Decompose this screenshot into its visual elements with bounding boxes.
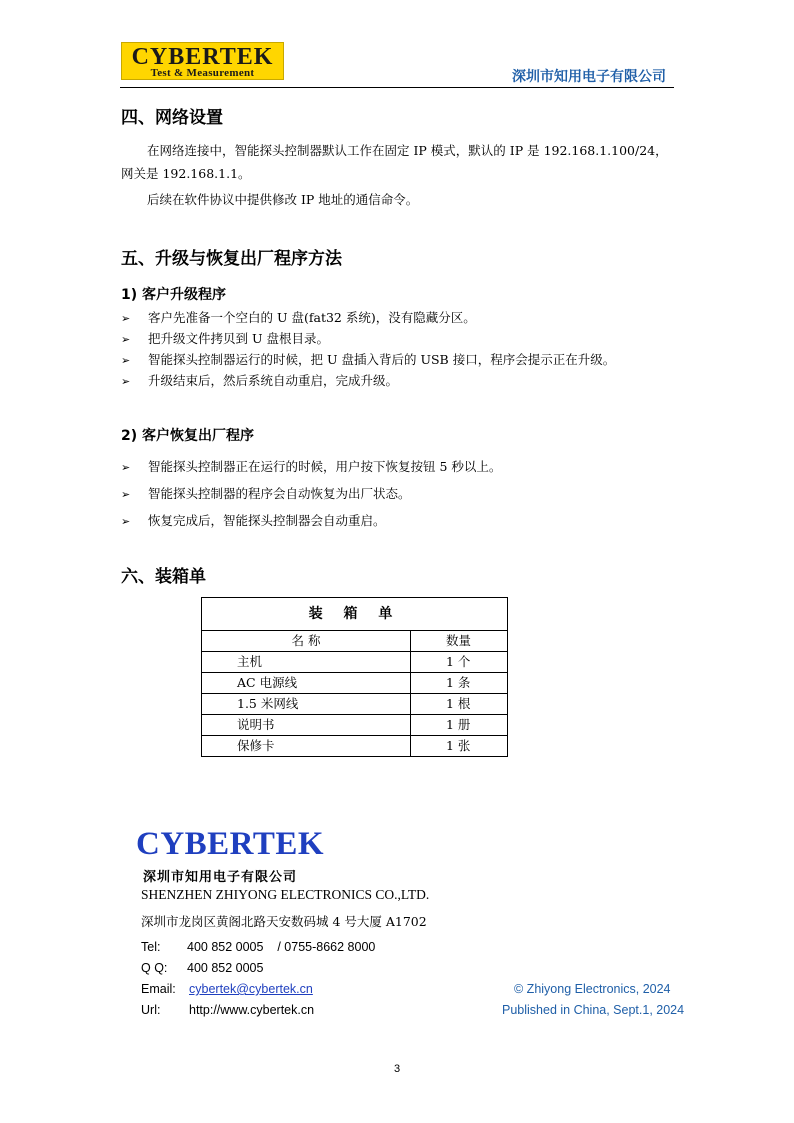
section-4-para1-line1: 在网络连接中，智能探头控制器默认工作在固定 IP 模式，默认的 IP 是 192.168.1.100/24， [147,143,668,158]
item-name: 1.5 米网线 [202,694,411,715]
table-row [202,694,508,715]
url-label: Url: [141,1003,161,1017]
section-6-title: 六、装箱单 [121,567,206,587]
list-item-text: 升级结束后，然后系统自动重启，完成升级。 [148,373,399,388]
qq-value: 400 852 0005 [187,961,264,975]
page-number: 3 [393,1063,401,1075]
list-item-text: 智能探头控制器运行的时候，把 U 盘插入背后的 USB 接口，程序会提示正在升级。 [148,352,616,367]
table-row [202,673,508,694]
list-item-text: 客户先准备一个空白的 U 盘(fat32 系统)，没有隐藏分区。 [148,310,476,325]
arrow-bullet-icon: ➢ [121,488,131,501]
list-item [121,352,615,369]
section-4-para2: 后续在软件协议中提供修改 IP 地址的通信命令。 [147,192,419,207]
logo-sub-text: Test & Measurement [150,67,255,79]
item-quantity: 1 条 [411,673,508,694]
table-header-row [202,631,508,652]
item-quantity: 1 册 [411,715,508,736]
item-name: 说明书 [202,715,411,736]
header-logo [121,42,284,80]
table-title: 装 箱 单 [202,598,508,631]
item-quantity: 1 根 [411,694,508,715]
table-row [202,715,508,736]
list-item [121,331,329,348]
list-item [121,459,501,476]
list-item [121,486,411,503]
table-row [202,736,508,757]
arrow-bullet-icon: ➢ [121,461,131,474]
list-item [121,373,398,390]
header-name: 名 称 [202,631,411,652]
logo-main-text: CYBERTEK [131,44,274,70]
list-item-text: 把升级文件拷贝到 U 盘根目录。 [148,331,329,346]
table-row [202,652,508,673]
item-name: AC 电源线 [202,673,411,694]
arrow-bullet-icon: ➢ [121,375,131,388]
item-name: 保修卡 [202,736,411,757]
copyright-text: © Zhiyong Electronics, 2024 [514,982,671,996]
arrow-bullet-icon: ➢ [121,312,131,325]
arrow-bullet-icon: ➢ [121,333,131,346]
footer-logo: CYBERTEK [136,826,325,862]
url-value[interactable]: http://www.cybertek.cn [189,1003,315,1017]
list-item [121,310,476,327]
email-label: Email: [141,982,176,996]
header-company-name: 深圳市知用电子有限公司 [512,69,666,85]
footer-company-cn: 深圳市知用电子有限公司 [143,870,298,885]
section-4-title: 四、网络设置 [121,108,223,128]
item-quantity: 1 个 [411,652,508,673]
table-title-row [202,598,508,631]
tel-value: 400 852 0005 / 0755-8662 8000 [187,940,376,954]
section-4-para1-line2: 网关是 192.168.1.1。 [121,166,251,181]
list-item [121,513,386,530]
arrow-bullet-icon: ➢ [121,515,131,528]
list-item-text: 智能探头控制器的程序会自动恢复为出厂状态。 [148,486,411,501]
footer-company-en: SHENZHEN ZHIYONG ELECTRONICS CO.,LTD. [141,887,430,902]
section-5-sub1-title: 1) 客户升级程序 [121,287,227,303]
list-item-text: 恢复完成后，智能探头控制器会自动重启。 [148,513,386,528]
list-item-text: 智能探头控制器正在运行的时候，用户按下恢复按钮 5 秒以上。 [148,459,502,474]
packing-list-table [201,597,508,757]
header-quantity: 数量 [411,631,508,652]
section-5-sub2-title: 2) 客户恢复出厂程序 [121,428,255,444]
tel-label: Tel: [141,940,161,954]
item-quantity: 1 张 [411,736,508,757]
item-name: 主机 [202,652,411,673]
published-text: Published in China, Sept.1, 2024 [502,1003,685,1017]
section-5-title: 五、升级与恢复出厂程序方法 [121,249,342,269]
qq-label: Q Q: [141,961,168,975]
footer-address: 深圳市龙岗区黄阁北路天安数码城 4 号大厦 A1702 [141,914,427,929]
arrow-bullet-icon: ➢ [121,354,131,367]
header-divider [120,87,674,88]
email-link[interactable]: cybertek@cybertek.cn [189,982,313,996]
